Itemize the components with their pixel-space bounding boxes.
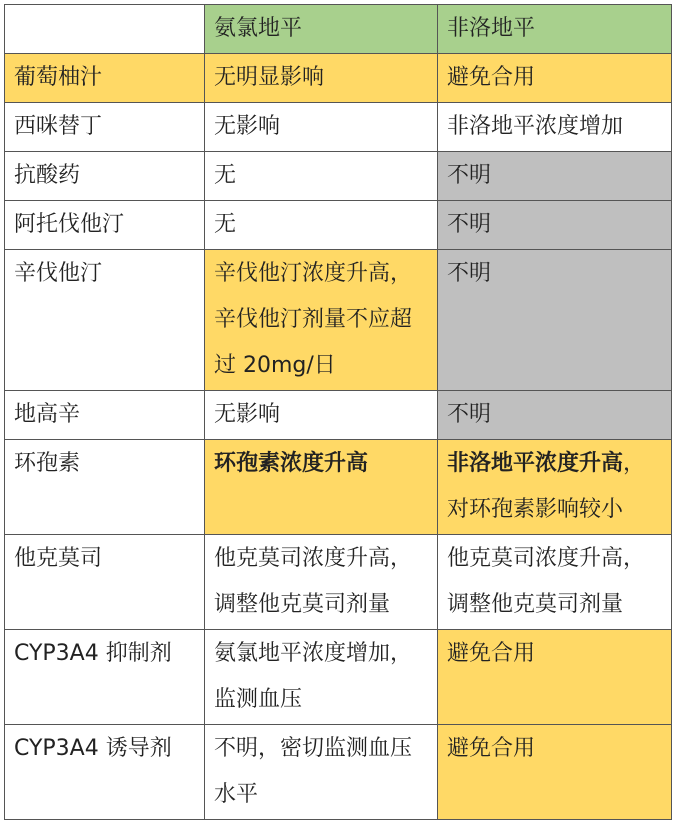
felodipine-cell: 不明	[438, 391, 672, 440]
table-row	[5, 535, 672, 630]
drug-cell: CYP3A4 诱导剂	[5, 725, 205, 820]
felodipine-cell: 避免合用	[438, 54, 672, 103]
felodipine-rest-text: ，对环孢素影响较小	[447, 451, 646, 522]
amlodipine-cell: 氨氯地平浓度增加，监测血压	[205, 630, 438, 725]
table-row	[5, 725, 672, 820]
drug-cell: 葡萄柚汁	[5, 54, 205, 103]
table-row	[5, 440, 672, 535]
drug-cell: CYP3A4 抑制剂	[5, 630, 205, 725]
felodipine-cell: 避免合用	[438, 725, 672, 820]
amlodipine-cell: 他克莫司浓度升高，调整他克莫司剂量	[205, 535, 438, 630]
header-felodipine: 非洛地平	[438, 5, 672, 54]
drug-interaction-table	[4, 4, 672, 820]
table-row	[5, 152, 672, 201]
amlodipine-cell: 无	[205, 152, 438, 201]
table-row	[5, 103, 672, 152]
amlodipine-cell: 辛伐他汀浓度升高，辛伐他汀剂量不应超过 20mg/日	[205, 250, 438, 391]
drug-cell: 环孢素	[5, 440, 205, 535]
drug-cell: 他克莫司	[5, 535, 205, 630]
felodipine-cell: 不明	[438, 201, 672, 250]
felodipine-cell: 他克莫司浓度升高，调整他克莫司剂量	[438, 535, 672, 630]
header-amlodipine: 氨氯地平	[205, 5, 438, 54]
table-row	[5, 54, 672, 103]
felodipine-cell: 非洛地平浓度增加	[438, 103, 672, 152]
drug-cell: 抗酸药	[5, 152, 205, 201]
amlodipine-cell: 不明，密切监测血压水平	[205, 725, 438, 820]
drug-cell: 阿托伐他汀	[5, 201, 205, 250]
table-row	[5, 201, 672, 250]
table-header-row	[5, 5, 672, 54]
felodipine-cell	[438, 440, 672, 535]
drug-cell: 辛伐他汀	[5, 250, 205, 391]
felodipine-bold-text: 非洛地平浓度升高	[447, 451, 624, 476]
drug-cell: 西咪替丁	[5, 103, 205, 152]
amlodipine-cell: 无影响	[205, 103, 438, 152]
felodipine-cell: 避免合用	[438, 630, 672, 725]
amlodipine-cell: 无明显影响	[205, 54, 438, 103]
table-row	[5, 391, 672, 440]
table-row	[5, 250, 672, 391]
amlodipine-cell: 无影响	[205, 391, 438, 440]
felodipine-cell: 不明	[438, 250, 672, 391]
amlodipine-cell: 环孢素浓度升高	[205, 440, 438, 535]
header-blank-cell	[5, 5, 205, 54]
amlodipine-cell: 无	[205, 201, 438, 250]
felodipine-cell: 不明	[438, 152, 672, 201]
table-row	[5, 630, 672, 725]
drug-cell: 地高辛	[5, 391, 205, 440]
